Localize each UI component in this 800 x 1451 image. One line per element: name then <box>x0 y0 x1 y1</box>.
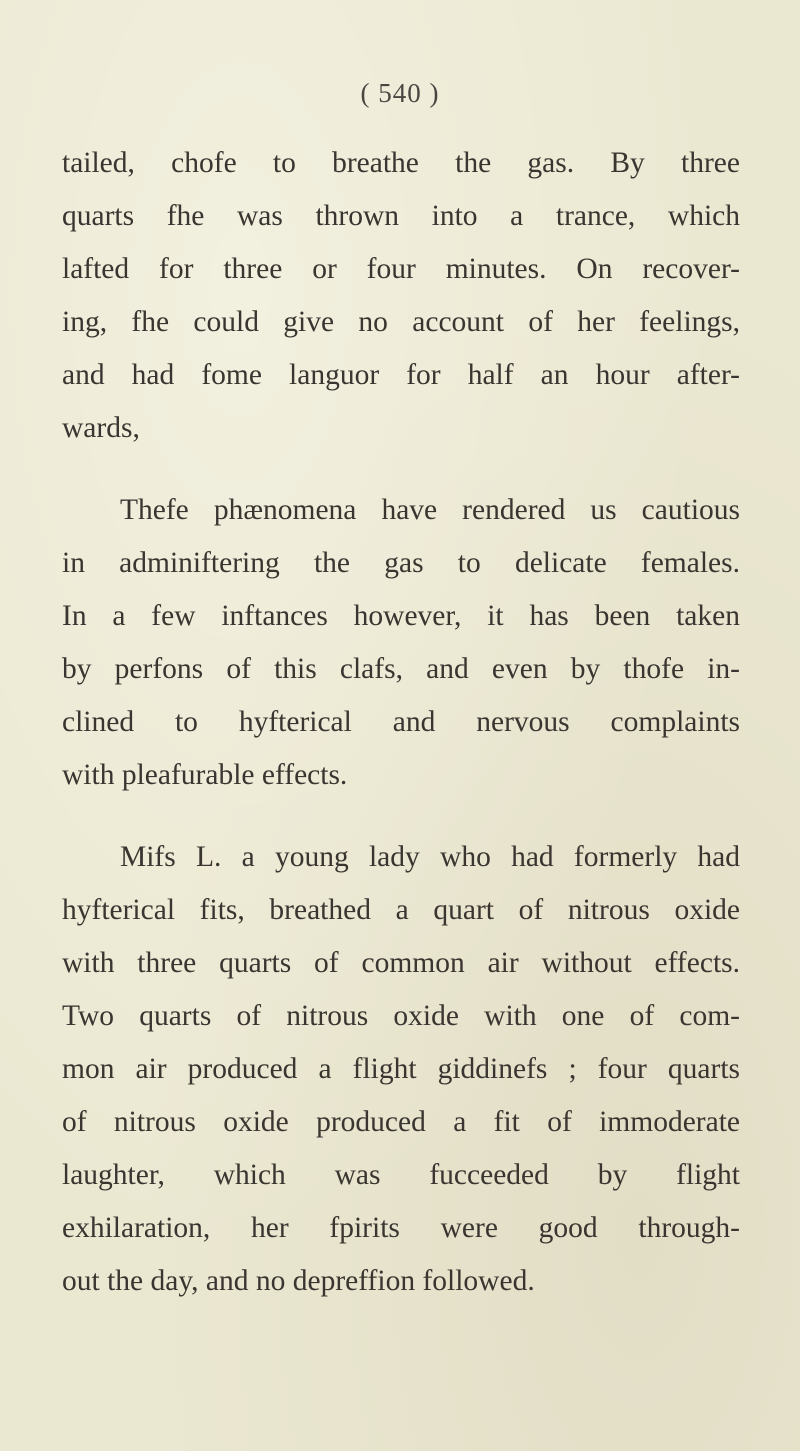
text-line: in adminiftering the gas to delicate females. <box>62 547 740 579</box>
text-line: Thefe phænomena have rendered us cautious <box>120 494 740 526</box>
text-line: quarts fhe was thrown into a trance, which <box>62 200 740 232</box>
text-line: In a few inftances however, it has been taken <box>62 600 740 632</box>
text-line: mon air produced a flight giddinefs ; four quarts <box>62 1053 740 1085</box>
body-text <box>62 137 740 1337</box>
text-line: Mifs L. a young lady who had formerly had <box>120 841 740 873</box>
text-line: by perfons of this clafs, and even by thofe in- <box>62 653 740 685</box>
text-line: clined to hyfterical and nervous complaints <box>62 706 740 738</box>
paragraph-2 <box>62 484 740 802</box>
text-line: Two quarts of nitrous oxide with one of com- <box>62 1000 740 1032</box>
paragraph-1 <box>62 137 740 455</box>
text-line: lafted for three or four minutes. On recover- <box>62 253 740 285</box>
text-line: out the day, and no depreffion followed. <box>62 1265 535 1297</box>
page-number: ( 540 ) <box>360 78 440 108</box>
text-line: with pleafurable effects. <box>62 759 348 791</box>
text-line: exhilaration, her fpirits were good through- <box>62 1212 740 1244</box>
text-line: wards, <box>62 412 140 444</box>
text-line: ing, fhe could give no account of her feelings, <box>62 306 740 338</box>
text-line: with three quarts of common air without effects. <box>62 947 740 979</box>
text-line: and had fome languor for half an hour after- <box>62 359 740 391</box>
paragraph-3 <box>62 831 740 1308</box>
text-line: tailed, chofe to breathe the gas. By three <box>62 147 740 179</box>
text-line: laughter, which was fucceeded by flight <box>62 1159 740 1191</box>
text-line: of nitrous oxide produced a fit of immoderate <box>62 1106 740 1138</box>
text-line: hyfterical fits, breathed a quart of nitrous oxide <box>62 894 740 926</box>
